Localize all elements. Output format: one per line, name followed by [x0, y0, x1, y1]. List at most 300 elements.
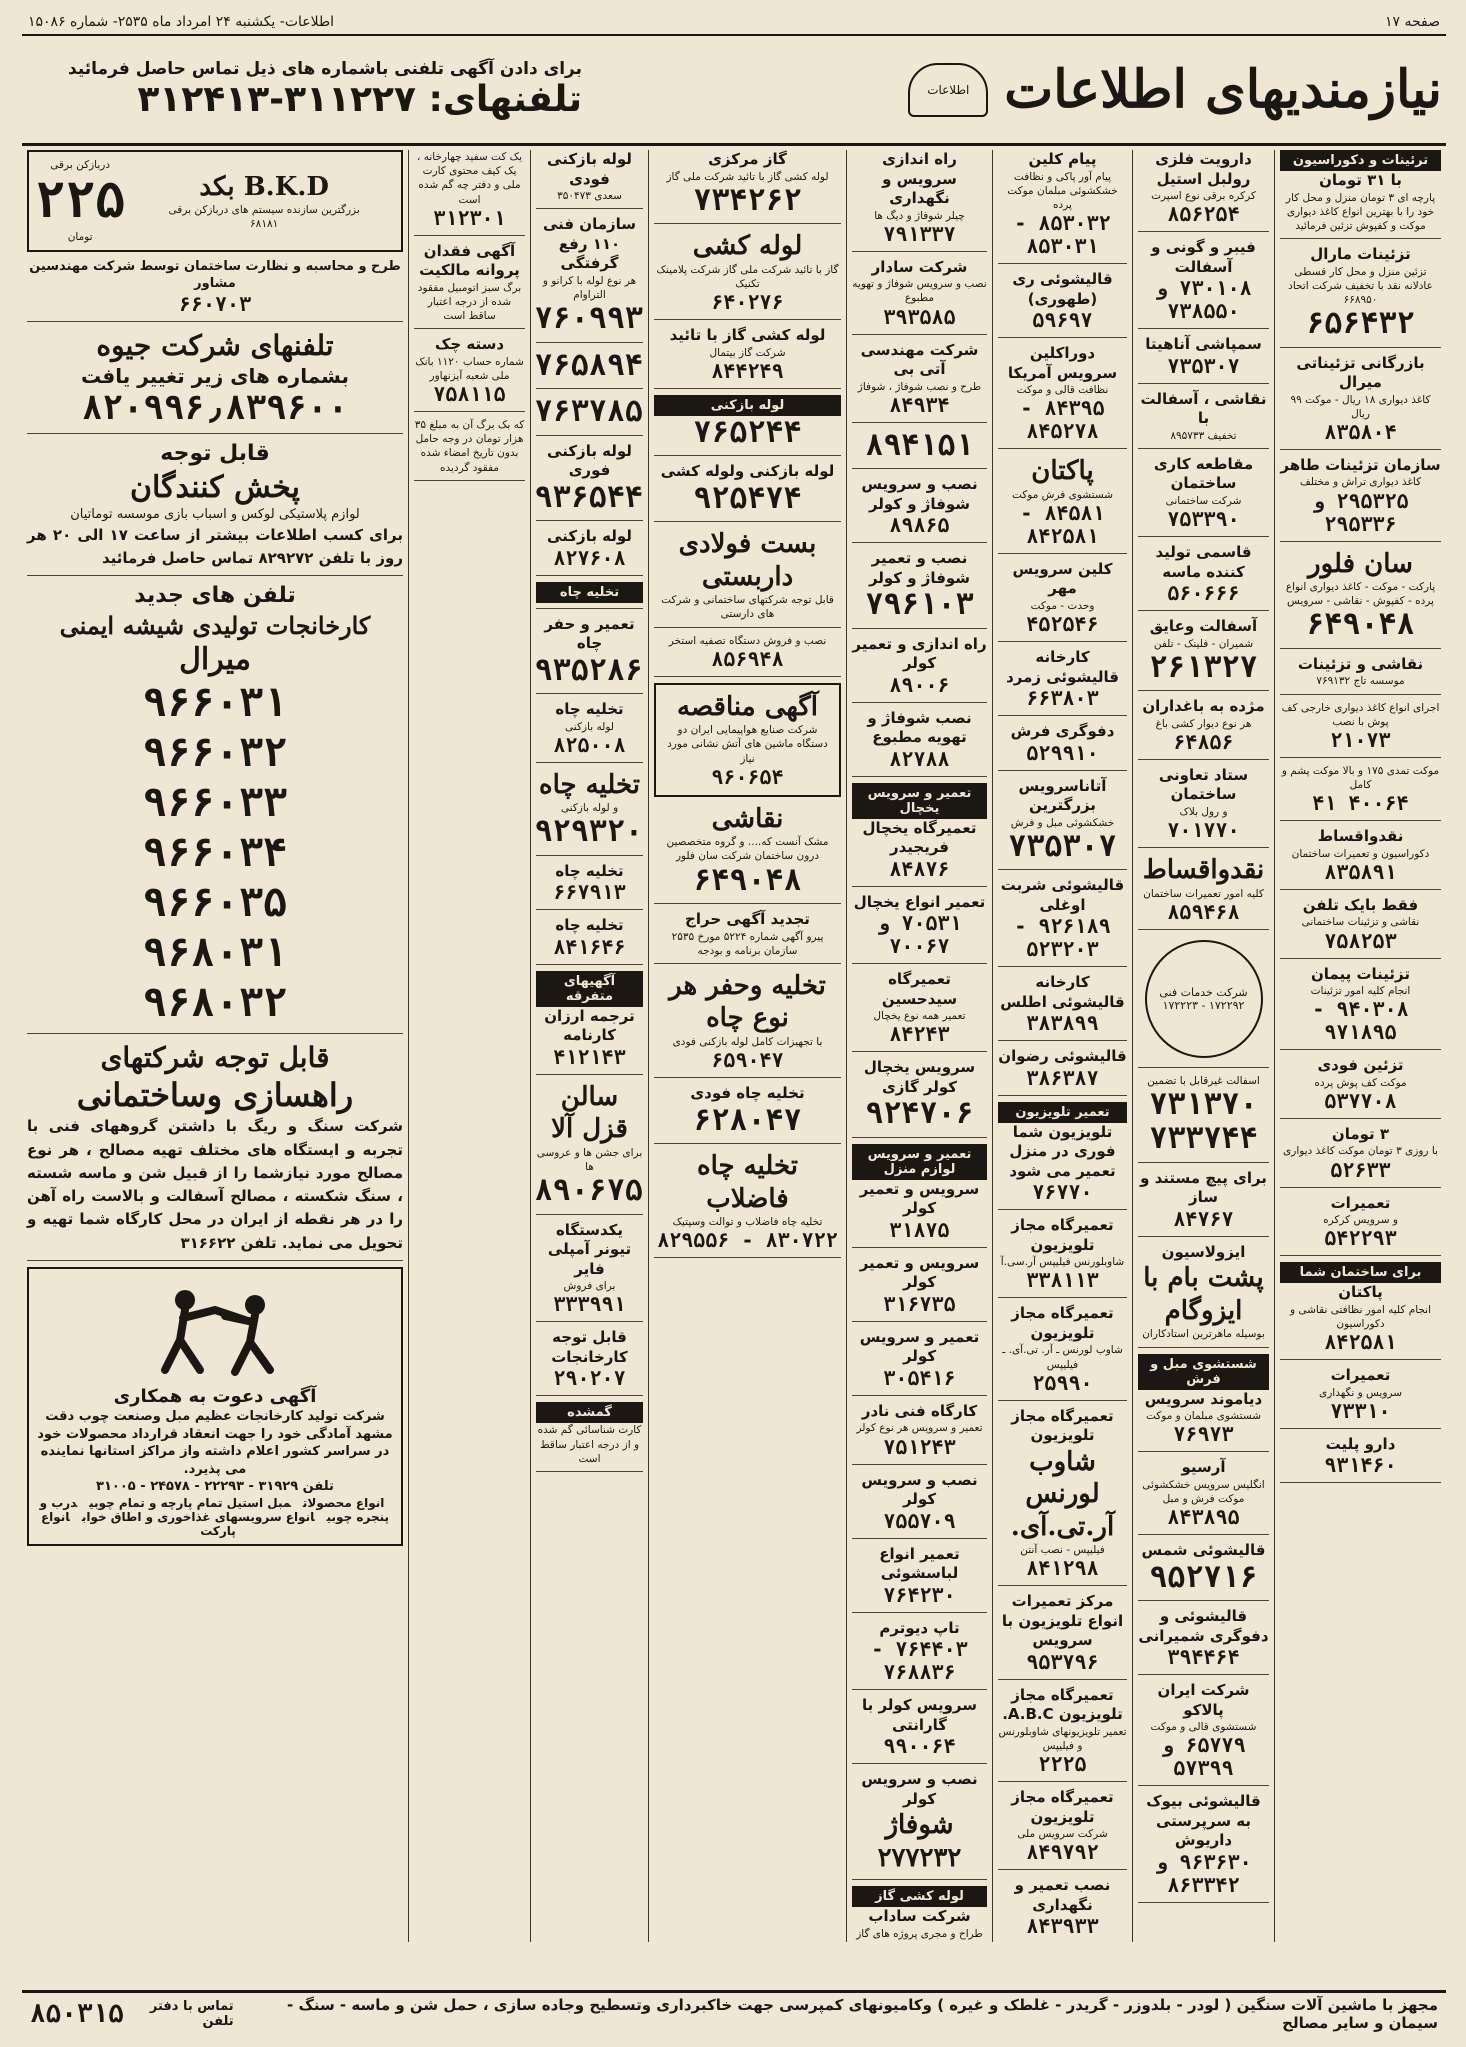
classified-ad [536, 916, 643, 965]
ad-phone: ۷۳۰۱۰۸ و ۷۳۸۵۵۰ [1155, 276, 1252, 324]
ad-heading: تعمیرات [1330, 1193, 1391, 1212]
ad-headline: تخلیه چاه [538, 769, 641, 800]
jeevo-text: بشماره های زیر تغییر یافت [81, 363, 349, 388]
ad-text: پارچه ای ۳ تومان منزل و محل کار خود را با بهترین انواع کاغذ دیواری موکت و کفپوش تزئین فرمائید [1285, 191, 1436, 232]
ad-phone: ۷۰۱۷۷۰ [1167, 818, 1240, 843]
ad-heading: آسفالت وعایق [1149, 617, 1258, 636]
classified-ad [998, 1876, 1127, 1942]
footer-banner [22, 1990, 1446, 2034]
classified-ad [536, 615, 643, 695]
ad-phone: ۴۱۲۱۴۳ [553, 1044, 626, 1069]
classified-ad [1138, 1243, 1269, 1348]
ad-heading: لوله بازکنی فوری [547, 441, 632, 480]
classified-ad [1138, 1169, 1269, 1237]
design-text: طرح و محاسبه و نظارت ساختمان توسط شرکت مهندسین مشاور [29, 258, 401, 292]
ad-phone: ۲۱۰۷۳ [1330, 727, 1391, 752]
classified-ad [998, 344, 1127, 449]
ad-phone: ۷۵۱۲۴۳ [883, 1434, 956, 1459]
classified-ad [998, 973, 1127, 1041]
cooperation-heading: آگهی دعوت به همکاری [113, 1385, 317, 1407]
classified-ad [654, 970, 841, 1078]
ad-phone: ۲۶۱۳۲۷ [1149, 649, 1258, 685]
jeevo-title: تلفنهای شرکت جیوه [96, 328, 334, 362]
cooperation-item: انواع سرویسهای غذاخوری و اطاق خواب [81, 1509, 315, 1524]
ad-text: برای جشن ها و عروسی ها [536, 1146, 643, 1174]
ad-text: و لوله بازکنی [560, 802, 619, 815]
mirall-phone: ۹۶۸۰۳۲ [142, 980, 288, 1027]
ad-phone: ۸۹۴۱۵۱ [865, 427, 974, 463]
bkd-label: دربازکن برقی [50, 159, 111, 171]
ad-heading: تعمیرگاه سیدحسین [881, 970, 958, 1008]
ad-text: شرکت گاز بیتمال [709, 346, 786, 359]
classified-ad [654, 230, 841, 320]
ad-heading: فیبر و گونی و آسفالت [1151, 238, 1256, 276]
ad-phone: ۸۵۹۴۶۸ [1167, 899, 1240, 924]
ad-heading: دوراکلین سرویس آمریکا [1007, 344, 1118, 382]
ad-heading: تعمیر انواع لباسشوئی [879, 1544, 960, 1583]
classified-ad [1138, 766, 1269, 848]
ad-phone: ۷۶۹۷۳ [1173, 1422, 1234, 1447]
classified-ad [852, 1328, 987, 1396]
tender-title: آگهی مناقصه [677, 691, 818, 722]
ad-text: و رول بلاک [1179, 805, 1228, 818]
classified-ad [654, 462, 841, 522]
cooperation-text: شرکت تولید کارخانجات عظیم مبل وصنعت چوب دقت مشهد آمادگی خود را جهت انعقاد قرارداد محصولات خود در سراسر کشور اعلام داشته واز مراکز استانها نماینده می پذیرد. [37, 1409, 393, 1477]
ad-text: با روزی ۳ تومان موکت کاغذ دیواری [1283, 1145, 1438, 1158]
ad-phone: ۳۹۴۴۶۴ [1167, 1645, 1240, 1670]
distributors-contact: برای کسب اطلاعات بیشتر از ساعت ۱۷ الی ۲۰ هر روز با تلفن ۸۲۹۲۷۲ تماس حاصل فرمائید [27, 525, 403, 567]
ad-heading: سمپاشی آناهیتا [1145, 335, 1262, 354]
ad-phone: ۸۲۷۶۰۸ [553, 545, 626, 570]
classified-ad [998, 1407, 1127, 1587]
ad-phone: ۸۳۵۸۰۴ [1324, 419, 1397, 444]
column-2 [1132, 150, 1274, 1942]
ad-text: هر نوع دیوار کشی باغ [1155, 717, 1252, 730]
ad-heading: نقاشی ، آسفالت با [1140, 389, 1267, 428]
page-number: صفحه ۱۷ [1384, 14, 1440, 30]
column-6 [530, 150, 648, 1942]
section-heading: تعمیر تلویزیون [998, 1102, 1127, 1123]
ad-heading: پاکتان [1338, 1283, 1383, 1302]
classified-ad [852, 709, 987, 777]
classified-ad [654, 803, 841, 904]
ad-heading: لوله بازکنی فودی [547, 150, 632, 188]
ad-heading: راه اندازی و تعمیر کولر [852, 634, 987, 673]
column-5 [648, 150, 846, 1942]
section-heading: تعمیر و سرویس لوازم منزل [852, 1144, 987, 1180]
ad-heading: سرویس کولر با گارانتی [861, 1696, 978, 1734]
ad-headline: سالن قزل آلا [551, 1081, 628, 1145]
section-heading: لوله کشی گاز [852, 1886, 987, 1907]
classified-ad [1138, 1607, 1269, 1675]
classified-ad [998, 722, 1127, 771]
classified-ad [852, 1402, 987, 1465]
running-head [22, 14, 1446, 36]
ad-text: اجرای انواع کاغذ دیواری خارجی کف پوش با نصب [1281, 701, 1440, 728]
classified-ad [414, 418, 525, 481]
ad-text: شستشوی مبلمان و موکت [1145, 1410, 1262, 1423]
roads-title: راهسازی وساختمانی [76, 1076, 354, 1115]
ad-text: شماره حساب ۱۱۲۰ بانک ملی شعبه آیزنهاور [415, 355, 524, 382]
cooperation-item: انواع پارکت [40, 1509, 236, 1538]
ad-heading: ۳ تومان [1331, 1124, 1390, 1143]
classified-ad [852, 1886, 987, 1942]
ad-text: طراح و مجری پروژه های گاز [856, 1927, 983, 1940]
classified-ad [1280, 150, 1441, 239]
ad-phone: ۸۲۷۸۸ [889, 746, 950, 771]
classified-ad [852, 1058, 987, 1138]
ad-heading: قابل توجه کارخانجات [551, 1328, 628, 1366]
ad-phone: ۵۹۶۹۷ [1032, 308, 1093, 333]
ad-phone: ۵۳۷۷۰۸ [1324, 1088, 1397, 1113]
roads-ad [27, 1040, 403, 1261]
classified-ad [852, 150, 987, 252]
ad-heading: شرکت ایران پالاکو [1157, 1681, 1250, 1719]
classified-ad [998, 1047, 1127, 1096]
section-heading: ترئینات و دکوراسیون [1280, 150, 1441, 171]
ad-text: قابل توجه شرکتهای ساختمانی و شرکت های دارستی [661, 594, 834, 621]
ad-text: موکت تمدی ۱۷۵ و بالا موکت پشم و کامل [1281, 764, 1440, 792]
ad-phone: ۷۶۷۷۰ [1032, 1180, 1093, 1205]
classified-ad [1138, 238, 1269, 329]
section-heading: آگهیهای متفرقه [536, 971, 643, 1007]
mast-phones-line1: برای دادن آگهی تلفنی باشماره های ذیل تماس حاصل فرمائید [68, 59, 582, 79]
classified-ad [852, 1254, 987, 1322]
classified-ad [998, 1304, 1127, 1400]
classified-ad [1280, 1366, 1441, 1429]
ad-phone: ۸۵۶۲۵۴ [1167, 202, 1240, 227]
ad-text: خشکشوئی مبل و فرش [1010, 816, 1115, 829]
ad-heading: ترجمه ارزان کارنامه [544, 1006, 635, 1045]
classified-ad [852, 893, 987, 965]
classified-ad [654, 528, 841, 627]
ad-phone: ۷۶۴۲۳۰ [883, 1582, 956, 1607]
ad-phone: ۹۳۵۲۸۶ [534, 652, 643, 688]
classified-ad [1138, 1074, 1269, 1163]
ad-phone: ۹۲۶۱۸۹ - ۵۲۳۲۰۳ [1014, 914, 1111, 962]
section-heading: تعمیر و سرویس یخچال [852, 783, 987, 819]
ad-heading: برای پیچ مستند و ساز [1140, 1168, 1267, 1207]
classified-ad [998, 876, 1127, 967]
ad-text: تخفیف ۸۹۵۷۳۳ [1170, 429, 1237, 442]
classified-ad [998, 560, 1127, 642]
ad-heading: تعمیرات [1330, 1366, 1391, 1385]
ad-headline: پاکتان [1031, 456, 1094, 487]
classified-ad [1138, 697, 1269, 760]
ad-phone: ۸۵۶۹۴۸ [711, 646, 784, 671]
footer-text: مجهز با ماشین آلات سنگین ( لودر - بلدوزر - گریدر - غلطک و غیره ) وکامیونهای کمپرسی جهت خاکبرداری وتسطیح وجاده سازی ، حمل شن و ماسه - سنگ - سیمان و سایر مصالح [287, 1995, 1438, 2032]
classified-ad [998, 150, 1127, 264]
ad-text: که بک برگ آن به مبلغ ۳۵ هزار تومان در وجه حامل بدون تاریخ امضاء شده مفقود گردیده [414, 419, 525, 474]
ad-phone: ۸۹۰۰۶ [889, 672, 950, 697]
cooperation-item: انواع محصولات [302, 1495, 385, 1510]
ad-heading: تعمیرگاه مجاز تلویزیون [1011, 1788, 1114, 1826]
classified-ad [654, 683, 841, 797]
ad-phone: ۵۴۲۲۹۳ [1324, 1226, 1397, 1251]
ad-phone: ۵۶۰۶۶۶ [1167, 581, 1240, 606]
ad-phone: ۷۰۵۳۱ و ۷۰۰۶۷ [877, 911, 962, 959]
ad-text: موکت کف پوش پرده [1314, 1076, 1407, 1089]
ad-headline: شاوب لورنس آر.تی.آی. [1010, 1446, 1115, 1542]
mirall-phone: ۹۶۶۰۳۴ [142, 830, 288, 877]
column-left-block [22, 150, 408, 1942]
ad-phone: ۷۳۵۳۰۷ [1167, 353, 1240, 378]
ad-phone: ۹۴۰۳۰۸ - ۹۷۱۸۹۵ [1312, 997, 1409, 1045]
ad-phone: ۹۲۵۴۷۴ [693, 480, 802, 516]
ad-phone: ۷۵۸۲۵۳ [1324, 928, 1397, 953]
classified-ad [536, 582, 643, 609]
ad-heading: دسته چک [434, 335, 505, 354]
cooperation-ad [27, 1267, 403, 1546]
ad-heading: نصب تعمیر و نگهداری [1014, 1876, 1111, 1914]
classified-ad [1280, 655, 1441, 695]
classified-ad [998, 1102, 1127, 1211]
ad-heading: دفوگری فرش [1010, 722, 1115, 741]
classified-ad [998, 1788, 1127, 1870]
ad-text: شستشوی فرش موکت [1011, 488, 1113, 501]
ad-headline: شوفاژ ۲۷۷۲۳۲ [877, 1810, 962, 1873]
ad-heading: بازرگانی تزئیناتی میرال [1296, 353, 1425, 392]
distributors-text: لوازم پلاستیکی لوکس و اسباب بازی موسسه توماتیان [70, 507, 360, 523]
classified-ad [1138, 335, 1269, 384]
ad-phone: ۶۶۳۸۰۳ [1026, 686, 1099, 711]
dancer-illustration-icon [35, 1275, 395, 1385]
ad-text: تعمیر و سرویس هر نوع کولر [856, 1422, 983, 1435]
mast-phones-line2: تلفنهای: ۳۱۱۲۲۷-۳۱۲۴۱۳ [137, 79, 582, 120]
ad-phone: ۸۹۰۶۷۵ [534, 1173, 643, 1209]
ad-heading: گاز مرکزی [708, 150, 787, 168]
ad-heading: تزئینات مارال [1310, 245, 1411, 264]
ad-text: شرکت ساختمانی [1165, 494, 1242, 507]
classified-ad [1138, 1792, 1269, 1903]
ad-heading: کارخانه قالیشوئی زمرد [1006, 648, 1119, 686]
ad-phone: ۹۲۹۳۲۰ [534, 814, 643, 850]
ad-text: وحدت - موکت [1030, 599, 1095, 612]
ad-heading: نقدواقساط [1317, 827, 1404, 846]
ad-text: اسفالت غیرقابل با تضمین [1147, 1074, 1260, 1087]
classified-ad [852, 1144, 987, 1248]
footer-contact: تماس با دفتر تلفن [149, 1998, 234, 2029]
ad-phone: ۹۶۰۶۵۴ [711, 764, 784, 789]
ad-text: برای فروش [563, 1280, 616, 1293]
classified-ad [852, 258, 987, 335]
ad-heading: تعمیرگاه مجاز تلویزیون [1011, 1304, 1114, 1342]
classified-ad [1138, 1541, 1269, 1601]
ad-phone: ۸۵۳۰۳۲ - ۸۵۳۰۳۱ [1014, 211, 1111, 259]
bkd-text: بزرگترین سازنده سیستم های دربازکن برقی [168, 204, 360, 216]
classified-ad [536, 1081, 643, 1215]
ad-heading: نصب و سرویس شوفاژ و کولر [861, 475, 978, 513]
ad-heading: نصب شوفاژ و تهویه مطبوع [867, 708, 972, 747]
ad-headline: سان فلور [1308, 548, 1413, 579]
bkd-brand: B.K.D بکد [199, 171, 329, 202]
classified-ad [536, 769, 643, 856]
classified-ad [852, 1619, 987, 1691]
ad-phone: ۷۹۶۱۰۳ [865, 587, 974, 623]
ad-phone: ۸۴۲۵۸۱ [1324, 1330, 1397, 1355]
ad-text: و سرویس کرکره [1323, 1214, 1398, 1227]
ad-text: کاغذ دیواری ۱۸ ریال - موکت ۹۹ ریال [1290, 393, 1431, 420]
ad-heading: قالیشوئی رضوان [998, 1047, 1127, 1066]
ad-heading: سرویس و تعمیر کولر [859, 1179, 980, 1218]
ad-phone: ۳۱۲۳۰۱ [433, 205, 506, 230]
ad-heading: دارو پلیت [1325, 1434, 1396, 1453]
ad-phone: ۳۸۶۳۸۷ [1026, 1065, 1099, 1090]
jeevo-phones: ۸۲۰۹۹۶٫۸۳۹۶۰۰ [81, 387, 349, 428]
ad-heading: لوله بازکنی ولوله کشی [660, 462, 835, 481]
footer-phone: ۸۵۰۳۱۵ [30, 1998, 124, 2029]
classified-ad [536, 442, 643, 522]
cooperation-items [35, 1496, 395, 1538]
ad-text: دکوراسیون و تعمیرات ساختمان [1291, 847, 1430, 860]
classified-ad [536, 395, 643, 436]
ad-phone: ۴۵۲۵۴۶ [1026, 612, 1099, 637]
jeevo-ad [27, 328, 403, 434]
classified-ad [852, 429, 987, 470]
ad-heading: نصب و تعمیر شوفاژ و کولر [868, 549, 971, 587]
classified-ad [1280, 1262, 1441, 1360]
ad-phone: ۶۲۸۰۴۷ [693, 1102, 802, 1138]
classified-ad [536, 1221, 643, 1323]
mirall-phone: ۹۶۶۰۳۳ [142, 780, 288, 827]
classified-ad [998, 270, 1127, 338]
cooperation-item: درب و پنجره چوبی [39, 1495, 390, 1524]
ad-phone: ۶۴۸۵۶ [1173, 729, 1234, 754]
classified-ad [1280, 1194, 1441, 1257]
ad-phone: ۵۲۶۳۳ [1330, 1157, 1391, 1182]
classified-ad [852, 1545, 987, 1613]
cooperation-phones: تلفن ۳۱۹۲۹ - ۲۲۲۹۳ - ۲۴۵۷۸ - ۳۱۰۰۵ [96, 1479, 334, 1495]
ad-phone: ۷۳۱۳۷۰ [1149, 1086, 1258, 1122]
ad-phone: ۹۵۳۷۹۶ [1026, 1649, 1099, 1674]
ad-phone: ۳۱۸۷۵ [889, 1217, 950, 1242]
ad-heading: تخلیه چاه فودی [690, 1084, 805, 1103]
distributors-title: پخش کنندگان [130, 469, 300, 505]
classified-ad [998, 455, 1127, 554]
classified-ad [1280, 965, 1441, 1051]
ad-phone: ۸۴۳۹۳۳ [1026, 1914, 1099, 1939]
design-ad [27, 258, 403, 322]
ad-heading: تعمیرگاه مجاز تلویزیون [1011, 1216, 1114, 1254]
ad-text: نصب و سرویس شوفاژ و تهویه مطبوع [852, 278, 987, 305]
classified-ad [1280, 827, 1441, 890]
ad-heading: فقط بایک تلفن [1302, 895, 1419, 914]
ad-phone: ۵۲۹۹۱۰ [1026, 740, 1099, 765]
classified-ad [1138, 543, 1269, 611]
roads-text: شرکت سنگ و ریگ با داشتن گروههای فنی با تجربه و ایستگاه های مختلف تهیه مصالح ، هر نوع مصالح مورد نیازشما را از قبیل شن و ماسه شسته ، سنگ شکسته ، مصالح آسفالت و بالاست راه آهن را در هر نقطه از ایران در محل کارگاه شما تهیه و تحویل می نماید. تلفن ۳۱۶۶۲۲ [27, 1117, 403, 1252]
mast-title-text: نیازمندیهای اطلاعات [1004, 59, 1442, 120]
ad-text: یک کت سفید چهارخانه ، یک کیف محتوی کارت ملی و دفتر چه گم شده است [417, 151, 522, 206]
ad-text: با تجهیزات کامل لوله بازکنی فودی [672, 1035, 823, 1048]
ad-phone: ۳۳۳۹۹۱ [553, 1292, 626, 1317]
ad-heading: قالیشوئی شمس [1141, 1541, 1266, 1560]
ad-phone: ۷۳۴۲۶۲ [693, 182, 802, 218]
ad-phone: ۷۶۴۴۰۳ - ۷۶۸۸۳۶ [871, 1637, 968, 1685]
ad-phone: ۲۲۲۵ [1038, 1752, 1087, 1777]
classified-ad [414, 335, 525, 412]
ad-heading: مقاطعه کاری ساختمان [1153, 454, 1254, 493]
ad-heading: کارخانه قالیشوئی اطلس [1000, 973, 1125, 1011]
mirall-ad [27, 582, 403, 1034]
ad-heading: قاسمی تولید کننده ماسه [1155, 543, 1252, 581]
mirall-title: کارخانجات تولیدی شیشه ایمنی [59, 610, 371, 640]
classified-ad [998, 1686, 1127, 1782]
ad-text: سرویس و نگهداری [1319, 1386, 1402, 1399]
ad-phone: ۴۰۰۶۴ ۴۱ [1312, 791, 1409, 816]
classified-ad [852, 1696, 987, 1764]
ad-phone: ۳۸۳۸۹۹ [1026, 1011, 1099, 1036]
ad-text: کلیه امور تعمیرات ساختمان [1143, 887, 1264, 900]
ad-text: نصب و فروش دستگاه تصفیه استخر [668, 634, 827, 647]
classified-ad [1138, 455, 1269, 537]
ad-heading: آرسیو [1181, 1458, 1226, 1477]
ad-text: شرکت سرویس ملی [1017, 1828, 1108, 1841]
ad-text: موسسه تاج ۷۶۹۱۳۲ [1316, 675, 1405, 688]
ad-heading: آتاناسرویس بزرگترین [1018, 776, 1107, 815]
ad-text: پیرو آگهی شماره ۵۲۲۴ مورخ ۲۵۳۵ سازمان برنامه و بودجه [671, 930, 824, 957]
ad-phone: ۳۱۶۷۳۵ [883, 1291, 956, 1316]
ad-text: گاز با تائید شرکت ملی گاز شرکت پلامینک تکنیک [656, 263, 839, 290]
ad-phone: ۹۶۳۶۳۰ و ۸۶۳۳۴۲ [1155, 1849, 1252, 1897]
ad-text: تعمیر تلویزیونهای شاوبلورنس و فیلیپس [998, 1725, 1127, 1753]
ad-heading: یکدستگاه تیونر آمپلی فایر [547, 1220, 632, 1278]
classified-ad [1138, 617, 1269, 691]
ad-text: برگ سبز اتومبیل مفقود شده از درجه اعتبار ساقط است [417, 281, 522, 323]
ad-heading: تخلیه چاه [555, 916, 624, 935]
ad-heading: قالیشوئی شربت اوغلی [1000, 876, 1125, 914]
roads-heading: قابل توجه شرکتهای [100, 1041, 330, 1075]
ad-phone: ۷۳۳۱۰ [1330, 1398, 1391, 1423]
ad-phone: ۸۴۳۹۵ - ۸۴۵۲۷۸ [1020, 396, 1105, 444]
classified-ad [414, 242, 525, 330]
classified-ad [1280, 245, 1441, 348]
ad-headline: پشت بام با ایزوگام [1143, 1263, 1264, 1326]
column-3 [992, 150, 1132, 1942]
ad-text: تعمیر همه نوع یخچال [873, 1010, 966, 1023]
ad-phone: ۷۵۵۷۰۹ [883, 1508, 956, 1533]
classified-ad [852, 1471, 987, 1539]
classified-ad [1280, 896, 1441, 959]
ad-headline: لوله کشی [692, 231, 803, 262]
ad-text: فیلیپس - نصب آنتن [1020, 1544, 1105, 1557]
ad-phone: ۷۶۵۸۹۴ [534, 347, 643, 383]
ad-text: بوسیله ماهرترین استادکاران [1142, 1328, 1265, 1341]
ad-phone: ۷۵۳۳۹۰ [1167, 507, 1240, 532]
classified-ad [536, 971, 643, 1075]
ad-heading: پیام کلین [1028, 150, 1097, 168]
ad-heading: سازمان فنی ۱۱۰ رفع گرفتگی [542, 215, 637, 273]
ad-text: تزئین منزل و محل کار قسطی عادلانه نقد با تخفیف شرکت اتحاد ۶۶۸۹۵۰ [1288, 265, 1433, 306]
mirall-phone: ۹۶۶۰۳۲ [142, 730, 288, 777]
classified-ad [654, 910, 841, 964]
classified-ad [536, 700, 643, 763]
classified-ad [1280, 701, 1441, 758]
classified-ad [414, 150, 525, 236]
ad-heading: کارگاه فنی نادر [861, 1401, 978, 1420]
ad-heading: مرکز تعمیرات انواع تلویزیون با سرویس [1001, 1592, 1124, 1650]
ad-phone: ۹۲۴۷۰۶ [865, 1096, 974, 1132]
ad-headline: تخلیه وحفر هر نوع چاه [669, 970, 826, 1034]
column-4 [846, 150, 992, 1942]
ad-text: نقاشی و تزئینات ساختمانی [1301, 916, 1420, 929]
classified-ad [852, 1770, 987, 1880]
ad-headline: نقاشی [711, 803, 784, 834]
bkd-unit: تومان [67, 230, 93, 243]
classified-ad [654, 1084, 841, 1144]
mast-title [582, 59, 1446, 120]
ad-text: طرح و نصب شوفاژ ، شوفاژ [857, 380, 982, 393]
classified-ad [1138, 150, 1269, 232]
